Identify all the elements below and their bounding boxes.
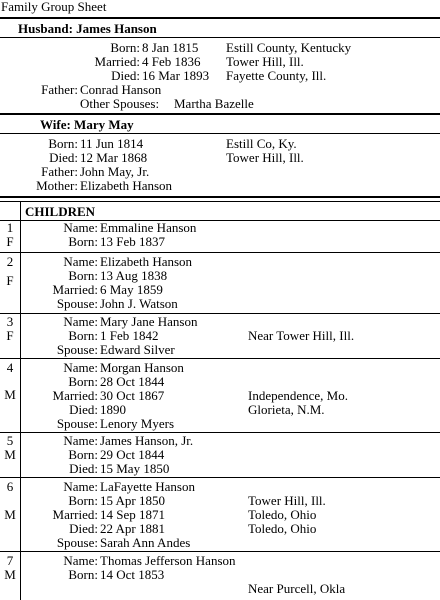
divider bbox=[0, 477, 440, 478]
died-place: Glorieta, N.M. bbox=[248, 402, 325, 417]
divider bbox=[0, 252, 440, 253]
husband-header: Husband: James Hanson bbox=[18, 21, 157, 36]
died-place: Fayette County, Ill. bbox=[226, 68, 327, 83]
born-label: Born: bbox=[68, 374, 98, 389]
born-date: 28 Oct 1844 bbox=[100, 374, 165, 389]
child-number: 7 bbox=[6, 553, 14, 568]
born-place: Estill Co, Ky. bbox=[226, 136, 297, 151]
died-place: Toledo, Ohio bbox=[248, 521, 317, 536]
born-date: 14 Oct 1853 bbox=[100, 567, 165, 582]
child-number: 2 bbox=[6, 254, 14, 269]
spouse-label: Spouse: bbox=[56, 416, 98, 431]
father-name: Conrad Hanson bbox=[80, 82, 162, 97]
name-label: Name: bbox=[63, 360, 98, 375]
died-date: 15 May 1850 bbox=[100, 461, 170, 476]
married-date: 30 Oct 1867 bbox=[100, 388, 165, 403]
born-date: 8 Jan 1815 bbox=[142, 40, 199, 55]
divider bbox=[0, 358, 440, 359]
father-name: John May, Jr. bbox=[80, 164, 150, 179]
child-number: 6 bbox=[6, 479, 14, 494]
born-label: Born: bbox=[68, 493, 98, 508]
father-label: Father: bbox=[41, 82, 78, 97]
divider bbox=[0, 551, 440, 552]
child-sex: M bbox=[4, 447, 16, 462]
other-spouses-name: Martha Bazelle bbox=[174, 96, 254, 111]
place-text: Near Purcell, Okla bbox=[248, 581, 346, 596]
child-sex: F bbox=[6, 328, 14, 343]
born-date: 29 Oct 1844 bbox=[100, 447, 165, 462]
child-name: Mary Jane Hanson bbox=[100, 314, 198, 329]
divider bbox=[0, 17, 440, 19]
name-label: Name: bbox=[63, 433, 98, 448]
name-label: Name: bbox=[63, 553, 98, 568]
child-sex: F bbox=[6, 234, 14, 249]
born-label: Born: bbox=[68, 268, 98, 283]
died-label: Died: bbox=[69, 461, 98, 476]
child-number: 4 bbox=[6, 360, 14, 375]
name-label: Name: bbox=[63, 314, 98, 329]
divider bbox=[0, 196, 440, 198]
mother-name: Elizabeth Hanson bbox=[80, 178, 173, 193]
child-name: Emmaline Hanson bbox=[100, 220, 197, 235]
died-place: Tower Hill, Ill. bbox=[226, 150, 304, 165]
died-label: Died: bbox=[69, 402, 98, 417]
name-label: Name: bbox=[63, 254, 98, 269]
mother-label: Mother: bbox=[36, 178, 78, 193]
died-label: Died: bbox=[69, 521, 98, 536]
child-sex: M bbox=[4, 567, 16, 582]
born-label: Born: bbox=[68, 328, 98, 343]
died-label: Died: bbox=[111, 68, 140, 83]
married-place: Independence, Mo. bbox=[248, 388, 348, 403]
other-spouses-label: Other Spouses: bbox=[80, 96, 160, 111]
child-name: Thomas Jefferson Hanson bbox=[100, 553, 236, 568]
wife-header: Wife: Mary May bbox=[40, 117, 134, 132]
child-number: 3 bbox=[6, 314, 14, 329]
child-number: 1 bbox=[6, 220, 14, 235]
born-date: 13 Feb 1837 bbox=[100, 234, 165, 249]
married-place: Toledo, Ohio bbox=[248, 507, 317, 522]
child-name: James Hanson, Jr. bbox=[100, 433, 194, 448]
married-label: Married: bbox=[52, 388, 98, 403]
child-name: Elizabeth Hanson bbox=[100, 254, 193, 269]
born-place: Estill County, Kentucky bbox=[226, 40, 352, 55]
child-sex: M bbox=[4, 387, 16, 402]
column-divider bbox=[20, 202, 21, 600]
divider bbox=[0, 37, 440, 38]
born-label: Born: bbox=[110, 40, 140, 55]
married-date: 4 Feb 1836 bbox=[142, 54, 201, 69]
born-date: 13 Aug 1838 bbox=[100, 268, 168, 283]
spouse-label: Spouse: bbox=[56, 296, 98, 311]
married-label: Married: bbox=[52, 507, 98, 522]
spouse-name: John J. Watson bbox=[100, 296, 178, 311]
child-sex: M bbox=[4, 507, 16, 522]
died-date: 1890 bbox=[100, 402, 126, 417]
child-number: 5 bbox=[6, 433, 14, 448]
born-place: Tower Hill, Ill. bbox=[248, 493, 326, 508]
married-label: Married: bbox=[94, 54, 140, 69]
died-date: 12 Mar 1868 bbox=[80, 150, 148, 165]
divider bbox=[0, 113, 440, 115]
born-date: 15 Apr 1850 bbox=[100, 493, 165, 508]
sheet-title: Family Group Sheet bbox=[1, 0, 107, 14]
divider bbox=[0, 133, 440, 134]
born-label: Born: bbox=[68, 567, 98, 582]
spouse-label: Spouse: bbox=[56, 535, 98, 550]
name-label: Name: bbox=[63, 479, 98, 494]
married-date: 14 Sep 1871 bbox=[100, 507, 165, 522]
born-label: Born: bbox=[68, 234, 98, 249]
father-label: Father: bbox=[41, 164, 78, 179]
spouse-name: Sarah Ann Andes bbox=[100, 535, 191, 550]
died-date: 16 Mar 1893 bbox=[142, 68, 210, 83]
spouse-label: Spouse: bbox=[56, 342, 98, 357]
married-label: Married: bbox=[52, 282, 98, 297]
child-name: Morgan Hanson bbox=[100, 360, 184, 375]
born-label: Born: bbox=[68, 447, 98, 462]
children-header: CHILDREN bbox=[25, 204, 96, 219]
child-name: LaFayette Hanson bbox=[100, 479, 195, 494]
child-sex: F bbox=[6, 273, 14, 288]
married-date: 6 May 1859 bbox=[100, 282, 163, 297]
married-place: Tower Hill, Ill. bbox=[226, 54, 304, 69]
born-label: Born: bbox=[48, 136, 78, 151]
name-label: Name: bbox=[63, 220, 98, 235]
born-date: 1 Feb 1842 bbox=[100, 328, 159, 343]
died-date: 22 Apr 1881 bbox=[100, 521, 165, 536]
spouse-name: Lenory Myers bbox=[100, 416, 175, 431]
divider bbox=[0, 201, 440, 202]
born-date: 11 Jun 1814 bbox=[80, 136, 144, 151]
born-place: Near Tower Hill, Ill. bbox=[248, 328, 355, 343]
died-label: Died: bbox=[49, 150, 78, 165]
spouse-name: Edward Silver bbox=[100, 342, 175, 357]
